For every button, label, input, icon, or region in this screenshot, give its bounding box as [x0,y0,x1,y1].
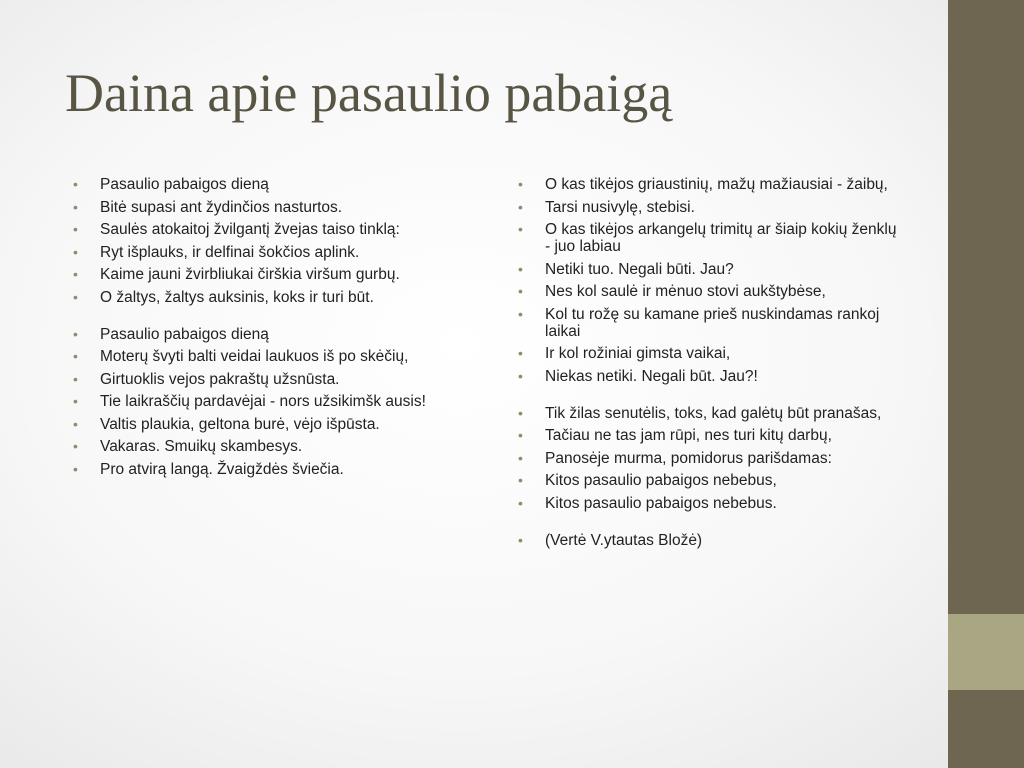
list-item [72,244,472,261]
list-item-text: Panosėje murma, pomidorus parišdamas: [545,449,832,467]
bullet-icon: • [518,283,523,299]
bullet-icon: • [518,345,523,361]
bullet-icon: • [73,198,78,215]
list-item-text: Netiki tuo. Negali būti. Jau? [545,260,734,278]
list-item-text: Saulės atokaitoj žvilgantį žvejas taiso tinklą: [100,221,400,238]
list-item-text: Girtuoklis vejos pakraštų užsnūsta. [100,370,340,388]
bullet-icon: • [518,472,523,488]
list-item-text: Vakaras. Smuikų skambesys. [100,438,303,455]
list-item [72,176,472,193]
list-item-text: Ryt išplauks, ir delfinai šokčios aplink. [100,243,360,261]
bullet-icon: • [73,243,78,260]
list-item [517,221,897,255]
list-item-text: Pasaulio pabaigos dieną [100,176,269,193]
bullet-icon: • [73,438,78,454]
list-item [517,427,897,444]
bullet-icon: • [73,325,78,342]
right-bullet-list [517,176,897,554]
list-item-text: Kol tu rožę su kamane prieš nuskindamas rankoj laikai [545,305,880,340]
list-item-text: Bitė supasi ant žydinčios nasturtos. [100,198,343,216]
list-item [72,326,472,343]
bullet-icon: • [73,221,78,237]
list-item [517,368,897,385]
bullet-icon: • [518,221,523,237]
bullet-icon: • [518,367,523,384]
bullet-icon: • [518,260,523,277]
list-item-text: Pasaulio pabaigos dieną [100,325,269,343]
bullet-icon: • [73,460,78,477]
bullet-icon: • [73,176,78,192]
list-item [72,266,472,283]
list-item [517,495,897,512]
list-item [517,283,897,300]
list-item [517,261,897,278]
left-bullet-list [72,176,472,483]
list-item-text: Valtis plaukia, geltona burė, vėjo išpūsta. [100,415,380,433]
list-item-text: Tačiau ne tas jam rūpi, nes turi kitų darbų, [545,427,832,444]
bullet-icon: • [518,404,523,421]
list-item-text: Niekas netiki. Negali būt. Jau?! [545,367,758,385]
list-item-text: Tie laikraščių pardavėjai - nors užsikimšk ausis! [100,393,426,410]
list-item [517,450,897,467]
list-item-text: O žaltys, žaltys auksinis, koks ir turi būt. [100,288,374,306]
sidebar-accent-block [948,614,1024,690]
bullet-icon: • [518,494,523,511]
bullet-icon: • [73,393,78,409]
bullet-icon: • [73,348,78,364]
list-item [517,199,897,216]
bullet-icon: • [73,370,78,387]
bullet-icon: • [73,415,78,432]
list-item [517,306,897,340]
list-item-text: Kaime jauni žvirbliukai čirškia viršum gurbų. [100,266,400,283]
list-item-text: O kas tikėjos arkangelų trimitų ar šiaip kokių ženklų - juo labiau [545,221,897,255]
list-item [517,405,897,422]
list-item [517,532,897,549]
list-item [517,472,897,489]
list-item [72,348,472,365]
bullet-icon: • [518,176,523,192]
bullet-icon: • [518,427,523,443]
list-item-text: (Vertė V.ytautas Bložė) [545,531,703,549]
list-item-text: Tarsi nusivylę, stebisi. [545,198,695,216]
list-item [72,438,472,455]
list-item [517,345,897,362]
list-item [72,199,472,216]
list-item [72,416,472,433]
list-item-text: O kas tikėjos griaustinių, mažų mažiausiai - žaibų, [545,176,888,193]
bullet-icon: • [518,305,523,322]
bullet-icon: • [518,198,523,215]
list-item [517,176,897,193]
list-item-text: Ir kol rožiniai gimsta vaikai, [545,345,731,362]
list-item [72,289,472,306]
list-item-text: Tik žilas senutėlis, toks, kad galėtų būt pranašas, [545,404,882,422]
list-item-text: Kitos pasaulio pabaigos nebebus. [545,494,777,512]
bullet-icon: • [518,531,523,548]
list-item-text: Pro atvirą langą. Žvaigždės šviečia. [100,460,344,478]
list-item-text: Kitos pasaulio pabaigos nebebus, [545,472,777,489]
list-item [72,371,472,388]
list-item-text: Nes kol saulė ir mėnuo stovi aukštybėse, [545,283,826,300]
list-item [72,461,472,478]
bullet-icon: • [73,288,78,305]
list-item [72,393,472,410]
bullet-icon: • [518,449,523,466]
bullet-icon: • [73,266,78,282]
list-item [72,221,472,238]
list-item-text: Moterų švyti balti veidai laukuos iš po skėčių, [100,348,409,365]
slide-title: Daina apie pasaulio pabaigą [65,63,673,123]
